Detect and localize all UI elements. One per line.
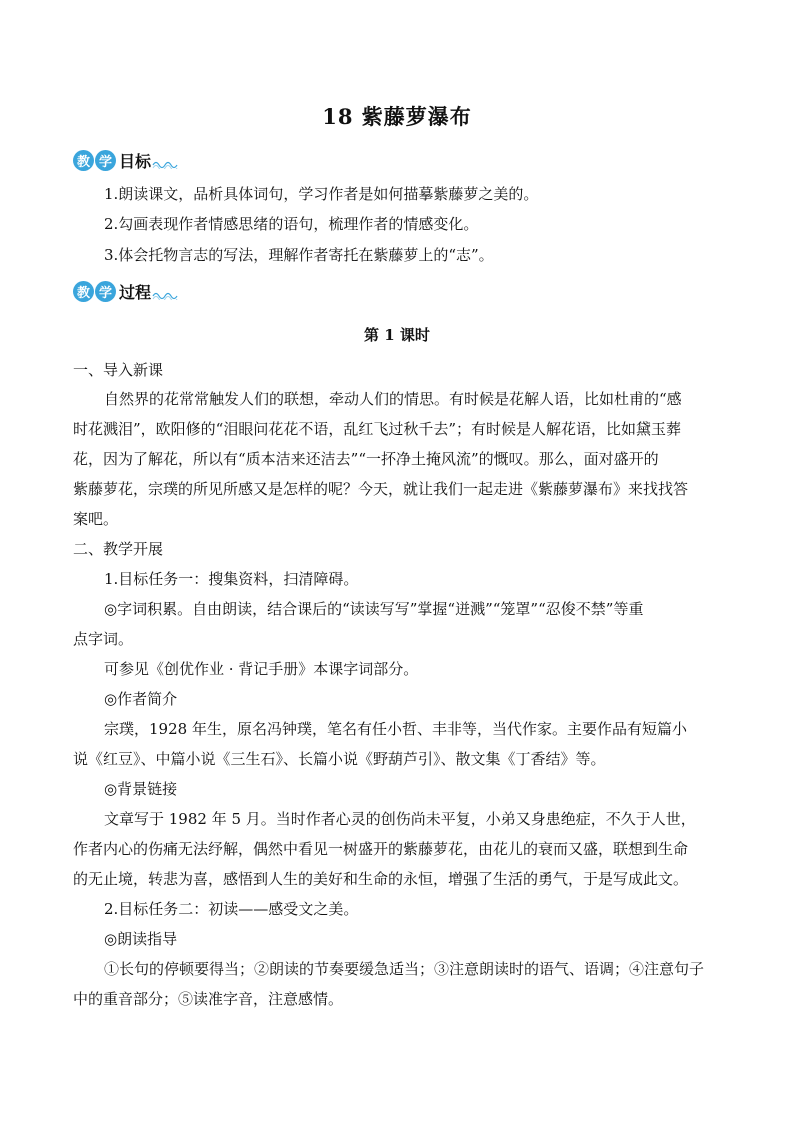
body-line: 一、导入新课 xyxy=(73,361,164,379)
body-line: 的无止境，转悲为喜，感悟到人生的美好和生命的永恒，增强了生活的勇气，于是写成此文。 xyxy=(73,870,689,888)
wave-decoration-icon xyxy=(152,159,178,169)
badge-circle-1: 教 xyxy=(73,150,94,171)
page-title: 18 紫藤萝瀑布 xyxy=(322,104,472,129)
body-line: 时花溅泪”，欧阳修的“泪眼问花花不语，乱红飞过秋千去”；有时候是人解花语，比如黛玉葬 xyxy=(73,420,682,438)
body-line: 作者内心的伤痛无法纾解，偶然中看见一树盛开的紫藤萝花，由花儿的衰而又盛，联想到生命 xyxy=(73,840,689,858)
body-line: 自然界的花常常触发人们的联想，牵动人们的情思。有时候是花解人语，比如杜甫的“感 xyxy=(104,390,682,408)
badge-circle-2: 学 xyxy=(95,150,116,171)
body-line: 中的重音部分；⑤读准字音，注意感情。 xyxy=(73,990,344,1008)
body-line: 紫藤萝花，宗璞的所见所感又是怎样的呢？今天，就让我们一起走进《紫藤萝瀑布》来找找答 xyxy=(73,480,689,498)
section-badge xyxy=(73,150,117,171)
body-line: 文章写于 1982 年 5 月。当时作者心灵的创伤尚未平复，小弟又身患绝症，不久于人世， xyxy=(104,810,696,828)
badge-circle-1: 教 xyxy=(73,281,94,302)
body-line: 2.目标任务二：初读——感受文之美。 xyxy=(104,900,359,918)
body-line: 说《红豆》、中篇小说《三生石》、长篇小说《野葫芦引》、散文集《丁香结》等。 xyxy=(73,750,606,768)
goal-item-3: 3.体会托物言志的写法，理解作者寄托在紫藤萝上的“志”。 xyxy=(104,246,494,264)
badge-circle-2: 学 xyxy=(95,281,116,302)
body-line: 案吧。 xyxy=(73,510,119,528)
section-heading-label: 过程 xyxy=(119,282,152,302)
body-line: ◎朗读指导 xyxy=(104,930,178,948)
body-line: 可参见《创优作业 · 背记手册》本课字词部分。 xyxy=(104,660,419,678)
goal-item-1: 1.朗读课文，品析具体词句，学习作者是如何描摹紫藤萝之美的。 xyxy=(104,185,539,203)
body-line: 1.目标任务一：搜集资料，扫清障碍。 xyxy=(104,570,359,588)
body-line: 宗璞，1928 年生，原名冯钟璞，笔名有任小哲、丰非等，当代作家。主要作品有短篇小 xyxy=(104,720,687,738)
body-line: 点字词。 xyxy=(73,630,134,648)
lesson-title: 第 1 课时 xyxy=(364,326,430,344)
wave-decoration-icon xyxy=(152,290,178,300)
section-heading-goals xyxy=(73,148,178,172)
body-line: 二、教学开展 xyxy=(73,540,164,558)
goal-item-2: 2.勾画表现作者情感思绪的语句，梳理作者的情感变化。 xyxy=(104,215,479,233)
body-line: 花，因为了解花，所以有“质本洁来还洁去”“一抔净土掩风流”的慨叹。那么，面对盛开的 xyxy=(73,450,659,468)
section-heading-label: 目标 xyxy=(119,151,152,171)
body-line: ◎作者简介 xyxy=(104,690,178,708)
body-line: ◎字词积累。自由朗读，结合课后的“读读写写”掌握“迸溅”“笼罩”“忍俊不禁”等重 xyxy=(104,600,644,618)
section-badge xyxy=(73,281,117,302)
body-line: ①长句的停顿要得当；②朗读的节奏要缓急适当；③注意朗读时的语气、语调；④注意句子 xyxy=(104,960,705,978)
body-line: ◎背景链接 xyxy=(104,780,178,798)
section-heading-process xyxy=(73,279,178,303)
